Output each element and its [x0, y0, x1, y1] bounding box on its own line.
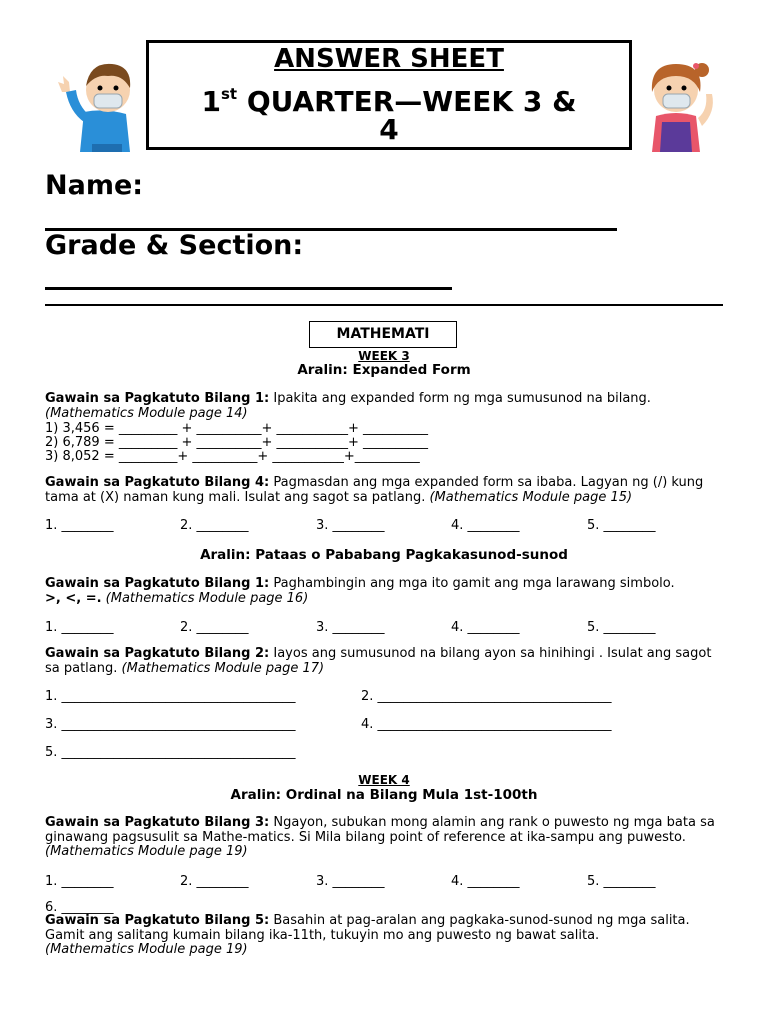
title-quarter-number: 1 — [201, 85, 221, 118]
grade-section-label: Grade & Section: — [45, 230, 304, 261]
gawain-2-reference: (Mathematics Module page 17) — [121, 660, 325, 676]
gawain-5-instructions — [45, 914, 725, 958]
gawain-3-blank-5[interactable]: 5. ________ — [587, 874, 656, 889]
gawain-1b-instructions — [45, 577, 725, 606]
gawain-2-instructions — [45, 647, 725, 676]
gawain-3-text: Ngayon, subukan mong alamin ang rank o puwesto ng mga bata sa ginawang pagsusulit sa Mathe-matics. Si Mila bilang point of reference at ika-sampu ang puwesto. — [45, 815, 715, 845]
gawain-2-blank-2[interactable]: 2. ____________________________________ — [361, 689, 612, 704]
gawain-3-blank-3[interactable]: 3. ________ — [316, 874, 385, 889]
expanded-form-row-2[interactable]: 2) 6,789 = _________ + __________+ ___________+ __________ — [45, 435, 429, 450]
gawain-4-blank-1[interactable]: 1. ________ — [45, 518, 114, 533]
grade-section-line — [45, 287, 452, 290]
gawain-1-heading: Gawain sa Pagkatuto Bilang 1: — [45, 391, 270, 406]
gawain-4-blank-3[interactable]: 3. ________ — [316, 518, 385, 533]
title-answer-sheet: ANSWER SHEET — [274, 44, 504, 74]
gawain-3-heading: Gawain sa Pagkatuto Bilang 3: — [45, 815, 270, 830]
week3-title: WEEK 3 — [358, 349, 410, 363]
boy-cartoon-image — [56, 52, 146, 162]
gawain-3-blank-1[interactable]: 1. ________ — [45, 874, 114, 889]
title-week-number: 4 — [379, 113, 399, 146]
week4-title: WEEK 4 — [358, 773, 410, 787]
name-label: Name: — [45, 170, 144, 201]
gawain-1b-heading: Gawain sa Pagkatuto Bilang 1: — [45, 576, 270, 591]
gawain-1b-blank-2[interactable]: 2. ________ — [180, 620, 249, 635]
expanded-form-row-3[interactable]: 3) 8,052 = _________+ __________+ ___________+__________ — [45, 449, 420, 464]
title-quarter-suffix: st — [220, 85, 238, 103]
gawain-2-heading: Gawain sa Pagkatuto Bilang 2: — [45, 646, 270, 661]
gawain-2-text: Iayos ang sumusunod na bilang ayon sa hinihingi . Isulat ang sagot sa patlang. — [45, 646, 712, 676]
gawain-1-reference: (Mathematics Module page 14) — [45, 405, 248, 421]
gawain-1-text: Ipakita ang expanded form ng mga sumusunod na bilang. — [269, 391, 651, 406]
gawain-2-blank-1[interactable]: 1. ____________________________________ — [45, 689, 296, 704]
week4-aralin-ordinal: Aralin: Ordinal na Bilang Mula 1st-100th — [230, 787, 538, 803]
section-divider — [45, 304, 723, 306]
gawain-1b-symbols: >, <, =. — [45, 590, 102, 606]
gawain-4-blank-5[interactable]: 5. ________ — [587, 518, 656, 533]
aralin-pataas-pababa: Aralin: Pataas o Pababang Pagkakasunod-sunod — [200, 547, 568, 563]
gawain-1b-text: Paghambingin ang mga ito gamit ang mga larawang simbolo. — [269, 576, 675, 591]
week3-aralin-expanded-form: Aralin: Expanded Form — [297, 362, 471, 378]
girl-cartoon-image — [636, 52, 726, 162]
gawain-1b-blank-5[interactable]: 5. ________ — [587, 620, 656, 635]
expanded-form-row-1[interactable]: 1) 3,456 = _________ + __________+ ___________+ __________ — [45, 421, 429, 436]
gawain-3-blank-2[interactable]: 2. ________ — [180, 874, 249, 889]
gawain-1b-blank-3[interactable]: 3. ________ — [316, 620, 385, 635]
gawain-4-reference: (Mathematics Module page 15) — [429, 489, 633, 505]
subject-box: MATHEMATI — [309, 321, 457, 348]
gawain-3-blank-6[interactable]: 6. ________ — [45, 900, 114, 915]
gawain-1b-blank-4[interactable]: 4. ________ — [451, 620, 520, 635]
gawain-3-instructions — [45, 816, 725, 860]
gawain-5-heading: Gawain sa Pagkatuto Bilang 5: — [45, 913, 270, 928]
gawain-5-reference: (Mathematics Module page 19) — [45, 942, 248, 957]
gawain-1b-blank-1[interactable]: 1. ________ — [45, 620, 114, 635]
gawain-4-blank-4[interactable]: 4. ________ — [451, 518, 520, 533]
gawain-4-instructions — [45, 476, 725, 505]
gawain-2-blank-4[interactable]: 4. ____________________________________ — [361, 717, 612, 732]
title-box — [146, 40, 632, 150]
gawain-3-reference: (Mathematics Module page 19) — [45, 844, 248, 859]
gawain-2-blank-3[interactable]: 3. ____________________________________ — [45, 717, 296, 732]
gawain-3-blank-4[interactable]: 4. ________ — [451, 874, 520, 889]
gawain-4-heading: Gawain sa Pagkatuto Bilang 4: — [45, 475, 270, 490]
gawain-4-blank-2[interactable]: 2. ________ — [180, 518, 249, 533]
gawain-5-text: Basahin at pag-aralan ang pagkaka-sunod-sunod ng mga salita. Gamit ang salitang kumain bilang ika-11th, tukuyin mo ang puwesto ng bawat salita. — [45, 913, 690, 943]
gawain-2-blank-5[interactable]: 5. ____________________________________ — [45, 745, 296, 760]
gawain-1-instructions — [45, 392, 725, 421]
gawain-4-text: Pagmasdan ang mga expanded form sa ibaba. Lagyan ng (/) kung tama at (X) naman kung mali. Isulat ang sagot sa patlang. — [45, 475, 704, 505]
gawain-1b-reference: (Mathematics Module page 16) — [101, 590, 309, 606]
title-quarter-text: QUARTER—WEEK 3 & — [237, 85, 577, 118]
